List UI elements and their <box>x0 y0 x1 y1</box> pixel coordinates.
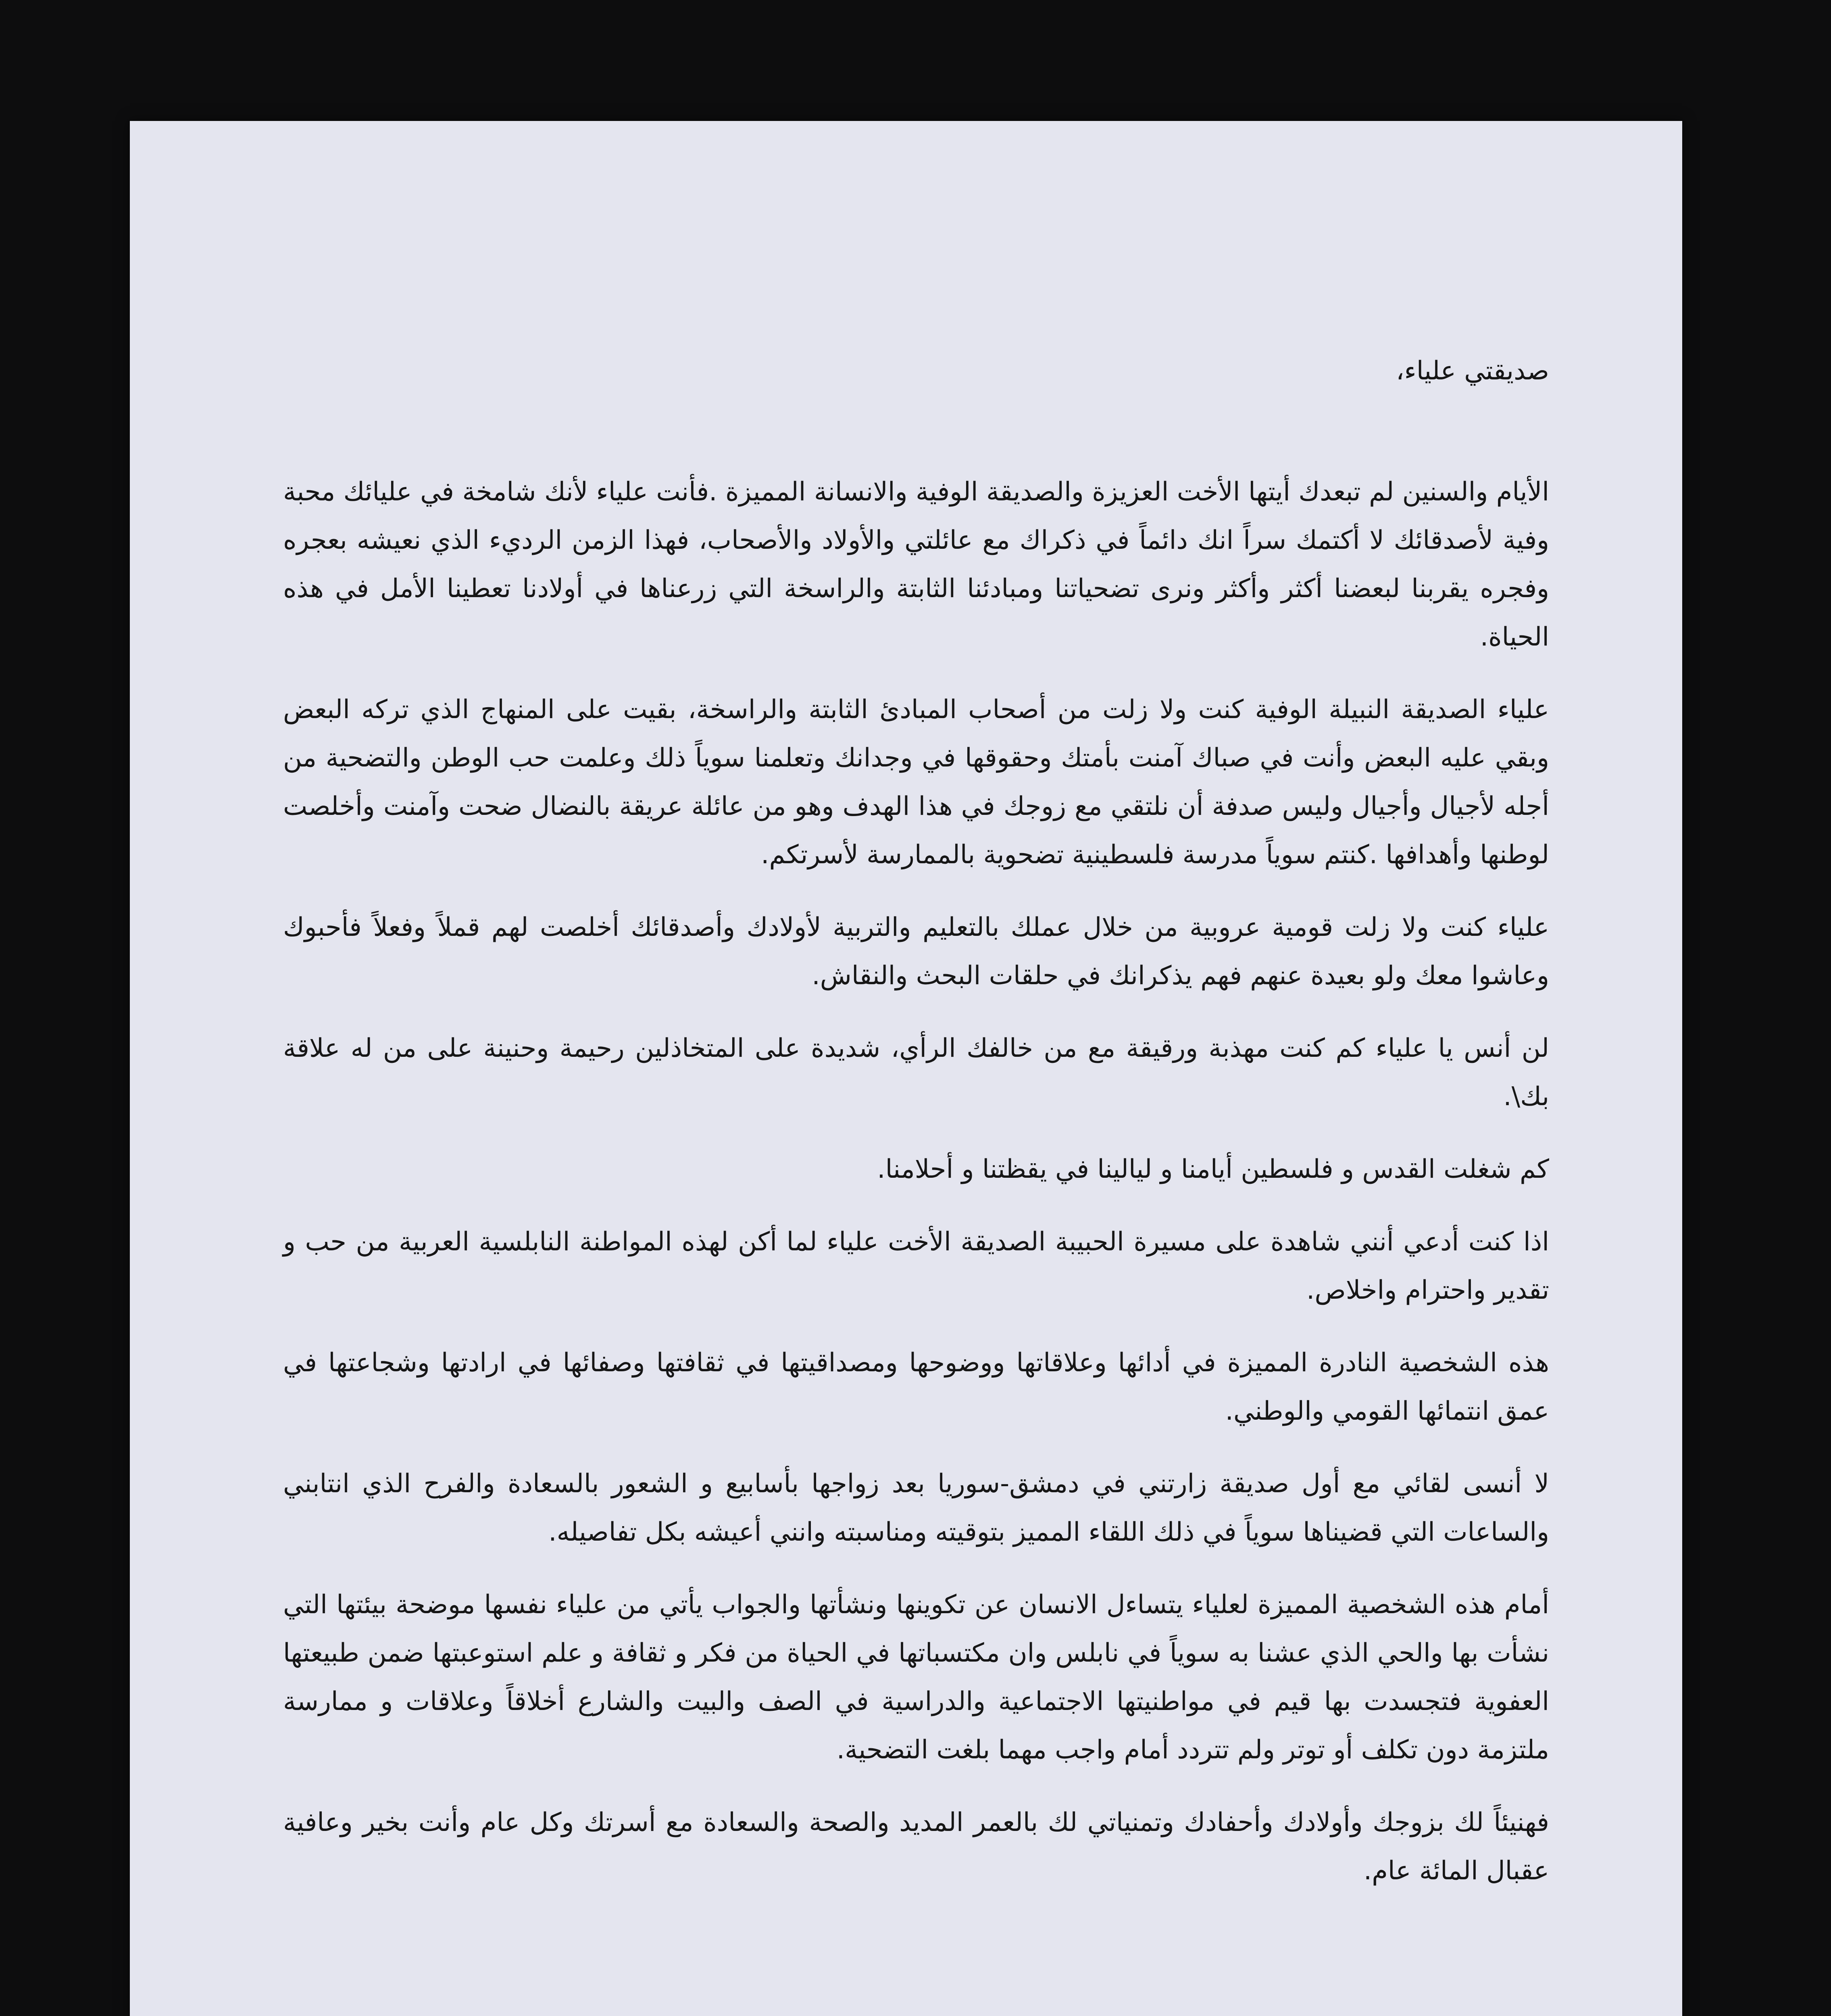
letter-body <box>283 347 1549 1919</box>
paragraph-9: أمام هذه الشخصية المميزة لعلياء يتساءل الانسان عن تكوينها ونشأتها والجواب يأتي من علياء نفسها موضحة بيئتها التي نشأت بها والحي الذي عشنا به سوياً في نابلس وان مكتسباتها في الحياة من فكر و ثقافة و علم استوعبتها ضمن طبيعتها العفوية فتجسدت بها قيم في مواطنيتها الاجتماعية والدراسية في الصف والبيت والشارع أخلاقاً وعلاقات و ممارسة ملتزمة دون تكلف أو توتر ولم تتردد أمام واجب مهما بلغت التضحية. <box>283 1590 1549 1765</box>
paragraph-1: الأيام والسنين لم تبعدك أيتها الأخت العزيزة والصديقة الوفية والانسانة المميزة .فأنت علياء لأنك شامخة في عليائك محبة وفية لأصدقائك لا أكتمك سراً انك دائماً في ذكراك مع عائلتي والأولاد والأصحاب، فهذا الزمن الرديء الذي نعيشه بعجره وفجره يقربنا لبعضنا أكثر وأكثر ونرى تضحياتنا ومبادئنا الثابتة والراسخة التي زرعناها في أولادنا تعطينا الأمل في هذه الحياة. <box>283 477 1549 652</box>
paragraph-7: هذه الشخصية النادرة المميزة في أدائها وعلاقاتها ووضوحها ومصداقيتها في ثقافتها وصفائها في ارادتها وشجاعتها في عمق انتمائها القومي والوطني. <box>283 1348 1549 1426</box>
paragraph-5: كم شغلت القدس و فلسطين أيامنا و ليالينا في يقظتنا و أحلامنا. <box>877 1154 1549 1184</box>
paragraph-2: علياء الصديقة النبيلة الوفية كنت ولا زلت من أصحاب المبادئ الثابتة والراسخة، بقيت على المنهاج الذي تركه البعض وبقي عليه البعض وأنت في صباك آمنت بأمتك وحقوقها في وجدانك وتعلمنا سوياً ذلك وعلمت حب الوطن والتضحية من أجله لأجيال وأجيال وليس صدفة أن نلتقي مع زوجك في هذا الهدف وهو من عائلة عريقة بالنضال ضحت وآمنت وأخلصت لوطنها وأهدافها .كنتم سوياً مدرسة فلسطينية تضحوية بالممارسة لأسرتكم. <box>283 695 1549 870</box>
paragraph-6: اذا كنت أدعي أنني شاهدة على مسيرة الحبيبة الصديقة الأخت علياء لما أكن لهذه المواطنة النابلسية العربية من حب و تقدير واحترام واخلاص. <box>283 1227 1549 1305</box>
letter-salutation: صديقتي علياء، <box>1396 356 1549 386</box>
paragraph-8: لا أنسى لقائي مع أول صديقة زارتني في دمشق-سوريا بعد زواجها بأسابيع و الشعور بالسعادة والفرح الذي انتابني والساعات التي قضيناها سوياً في ذلك اللقاء المميز بتوقيته ومناسبته وانني أعيشه بكل تفاصيله. <box>283 1469 1549 1547</box>
paragraph-3: علياء كنت ولا زلت قومية عروبية من خلال عملك بالتعليم والتربية لأولادك وأصدقائك أخلصت لهم قملاً وفعلاً فأحبوك وعاشوا معك ولو بعيدة عنهم فهم يذكرانك في حلقات البحث والنقاش. <box>283 912 1549 991</box>
letter-page <box>130 121 1682 2016</box>
paragraph-10: فهنيئاً لك بزوجك وأولادك وأحفادك وتمنياتي لك بالعمر المديد والصحة والسعادة مع أسرتك وكل عام وأنت بخير وعافية عقبال المائة عام. <box>283 1808 1549 1886</box>
paragraph-4: لن أنس يا علياء كم كنت مهذبة ورقيقة مع من خالفك الرأي، شديدة على المتخاذلين رحيمة وحنينة على من له علاقة بك\. <box>283 1033 1549 1112</box>
